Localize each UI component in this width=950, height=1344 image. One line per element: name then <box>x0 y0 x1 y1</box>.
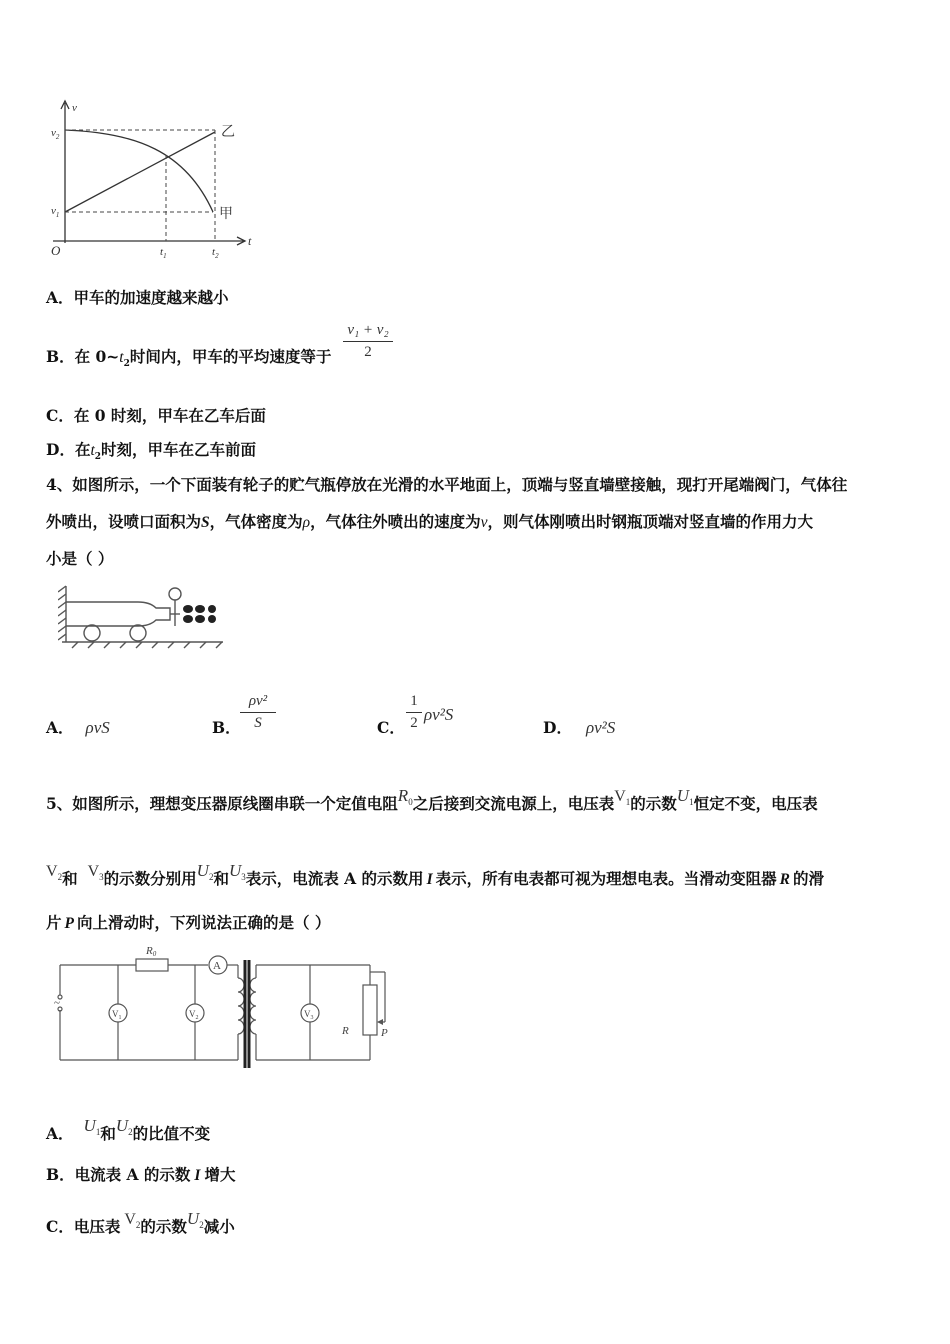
circuit-V1: V <box>112 1009 119 1019</box>
q4-option-c <box>377 716 405 738</box>
circuit-R: R <box>342 1025 349 1037</box>
circuit-P: P <box>381 1027 388 1039</box>
q5-l2-U2: U <box>196 861 209 880</box>
q5-option-a-U2: U <box>115 1116 129 1135</box>
q5-option-c-a: C．电压表 <box>46 1217 121 1236</box>
q5-l2-b: 的示数分别用 <box>103 869 197 888</box>
q3-option-d-pre: D．在 <box>46 440 91 459</box>
q4-option-a-expr: ρvS <box>85 718 110 737</box>
circuit-V2-sub: 2 <box>195 1015 199 1021</box>
q4-stem-line1: 4、如图所示，一个下面装有轮子的贮气瓶停放在光滑的水平地面上，顶端与竖直墙壁接触，现打开尾端阀门，气体往 <box>46 475 848 494</box>
q5-l2-V2: V <box>46 863 58 880</box>
q4-l2-b: ，气体密度为 <box>209 512 303 531</box>
q4-option-c-label: C． <box>377 718 405 737</box>
q5-l2-d: 表示，电流表 A 的示数用 <box>245 869 424 888</box>
q5-stem-line2 <box>46 861 824 889</box>
v2-sub: 2 <box>55 133 60 141</box>
q4-option-c-fraction <box>406 693 422 732</box>
gas-bottle-figure <box>58 582 228 650</box>
t2-sub: 2 <box>215 252 219 260</box>
q5-l1-a: 5、如图所示，理想变压器原线圈串联一个定值电阻 <box>46 794 398 813</box>
q3-option-b-pre: B．在 0~ <box>46 347 120 366</box>
q5-option-c-b: 的示数 <box>140 1217 187 1236</box>
q5-l1-V1: V <box>614 788 626 805</box>
q4-option-a <box>46 716 110 738</box>
label-jia: 甲 <box>219 206 233 222</box>
svg-text:t1 <box>160 246 167 260</box>
svg-text:V1 <box>112 1009 122 1021</box>
q5-option-c-V2: V <box>124 1211 136 1228</box>
q5-l3-a: 片 <box>46 913 62 932</box>
fraction-denominator: 2 <box>364 344 372 360</box>
q5-l1-V1-sub: 1 <box>625 797 631 807</box>
fraction-denominator: 2 <box>410 715 418 731</box>
q5-l1-U1: U <box>676 786 690 805</box>
q4-stem-line2 <box>46 510 813 532</box>
q5-stem-line3 <box>46 911 330 933</box>
t2-label: t <box>212 246 216 258</box>
q4-l2-S: S <box>201 514 210 531</box>
axis-v-label: v <box>72 102 77 114</box>
q5-l2-V3-sub: 3 <box>99 872 104 882</box>
q5-l2-a: 和 <box>62 869 78 888</box>
q5-l1-c: 的示数 <box>630 794 677 813</box>
label-yi: 乙 <box>221 124 235 140</box>
fraction-denominator: S <box>254 715 262 731</box>
circuit-V3: V <box>304 1009 311 1019</box>
q3-option-b-post: 时间内，甲车的平均速度等于 <box>129 347 332 366</box>
q5-l1-R0: R <box>397 786 409 805</box>
q5-option-c-c: 减小 <box>203 1217 235 1236</box>
q5-option-c <box>46 1209 235 1237</box>
fraction-numerator: v₁ + v₂ <box>347 322 389 338</box>
circuit-R0-sub: 0 <box>152 950 157 958</box>
q5-stem-line1 <box>46 786 818 814</box>
svg-text:R0 <box>145 945 157 958</box>
q3-option-b <box>46 345 331 369</box>
q4-stem-line3: 小是（ ） <box>46 549 114 568</box>
q5-option-a-post: 的比值不变 <box>132 1124 211 1143</box>
q5-l2-V3: V <box>87 863 100 880</box>
q3-option-d-t: t <box>90 442 95 459</box>
q3-option-d-sub: 2 <box>94 452 102 462</box>
svg-text:v1 <box>51 205 59 219</box>
q5-l3-P: P <box>64 915 74 932</box>
q4-option-d <box>543 716 615 738</box>
t1-label: t <box>160 246 164 258</box>
svg-text:V2 <box>189 1009 199 1021</box>
q5-option-c-V2-sub: 2 <box>135 1220 141 1230</box>
circuit-source-symbol: ~ <box>54 997 60 1009</box>
q4-l2-c: ，气体往外喷出的速度为 <box>310 512 481 531</box>
q4-option-b <box>212 716 241 738</box>
q4-l2-a: 外喷出，设喷口面积为 <box>46 512 202 531</box>
q5-option-a-U2-sub: 2 <box>128 1127 133 1137</box>
q5-l2-R: R <box>779 871 790 888</box>
q5-l2-f: 的滑 <box>792 869 824 888</box>
circuit-V2: V <box>189 1009 196 1019</box>
q4-l2-d: ，则气体刚喷出时钢瓶顶端对竖直墙的作用力大 <box>487 512 814 531</box>
svg-text:t2 <box>212 246 219 260</box>
q3-option-b-sub: 2 <box>123 359 130 369</box>
q5-l2-V2-sub: 2 <box>57 872 63 882</box>
q5-option-c-U2-sub: 2 <box>199 1220 204 1230</box>
v1-sub: 1 <box>55 211 60 219</box>
q5-option-b-a: B．电流表 A 的示数 <box>46 1165 191 1184</box>
circuit-R0: R <box>146 945 153 957</box>
fraction-numerator: ρv² <box>248 693 268 709</box>
q5-l2-U2-sub: 2 <box>208 872 214 882</box>
q5-l2-U3: U <box>228 861 242 880</box>
q5-option-a-U1-sub: 1 <box>95 1127 101 1137</box>
q5-l1-d: 恒定不变，电压表 <box>693 794 818 813</box>
q3-option-d-post: 时刻，甲车在乙车前面 <box>101 440 257 459</box>
q5-option-a-mid: 和 <box>100 1124 116 1143</box>
q3-option-c: C．在 0 时刻，甲车在乙车后面 <box>46 406 266 425</box>
q5-option-b-I: I <box>194 1167 201 1184</box>
q4-option-b-label: B． <box>212 718 241 737</box>
q5-option-b <box>46 1163 235 1185</box>
circuit-V1-sub: 1 <box>118 1015 122 1021</box>
t1-sub: 1 <box>163 252 167 260</box>
q4-l2-v: v <box>480 514 488 531</box>
fraction-numerator: 1 <box>410 693 418 709</box>
q5-option-a-U1: U <box>83 1116 96 1135</box>
q5-l1-b: 之后接到交流电源上，电压表 <box>412 794 615 813</box>
circuit-ammeter: A <box>213 960 221 972</box>
transformer-circuit <box>50 940 400 1072</box>
q3-option-a: A．甲车的加速度越来越小 <box>46 288 229 307</box>
svg-text:V3 <box>304 1009 314 1021</box>
origin-label: O <box>51 243 61 258</box>
axis-t-label: t <box>248 234 252 248</box>
circuit-V3-sub: 3 <box>310 1015 314 1021</box>
vt-graph <box>45 95 260 265</box>
q5-l2-e: 表示，所有电表都可视为理想电表。当滑动变阻器 <box>435 869 777 888</box>
q4-option-b-fraction <box>240 693 276 732</box>
q5-l3-b: 向上滑动时，下列说法正确的是（ ） <box>76 913 331 932</box>
q5-l1-U1-sub: 1 <box>689 797 694 807</box>
q4-option-c-expr: ρv²S <box>424 705 454 724</box>
q5-l1-R0-sub: 0 <box>408 797 413 807</box>
q4-option-d-expr: ρv²S <box>585 718 616 737</box>
q3-option-b-fraction <box>343 322 393 361</box>
q5-l2-I: I <box>426 871 433 888</box>
q4-option-a-label: A． <box>46 718 74 737</box>
q4-option-d-label: D． <box>543 718 572 737</box>
v1-label: v <box>51 205 56 217</box>
q5-option-b-b: 增大 <box>204 1165 236 1184</box>
q3-option-d <box>46 438 256 462</box>
q3-option-b-t: t <box>119 349 124 366</box>
q5-option-a <box>46 1116 210 1144</box>
q5-option-c-U2: U <box>186 1209 200 1228</box>
q5-option-a-label: A． <box>46 1124 74 1143</box>
q5-l2-U3-sub: 3 <box>241 872 246 882</box>
q4-l2-rho: ρ <box>302 514 311 531</box>
v2-label: v <box>51 127 56 139</box>
q5-l2-c: 和 <box>213 869 229 888</box>
svg-text:v2 <box>51 127 60 141</box>
